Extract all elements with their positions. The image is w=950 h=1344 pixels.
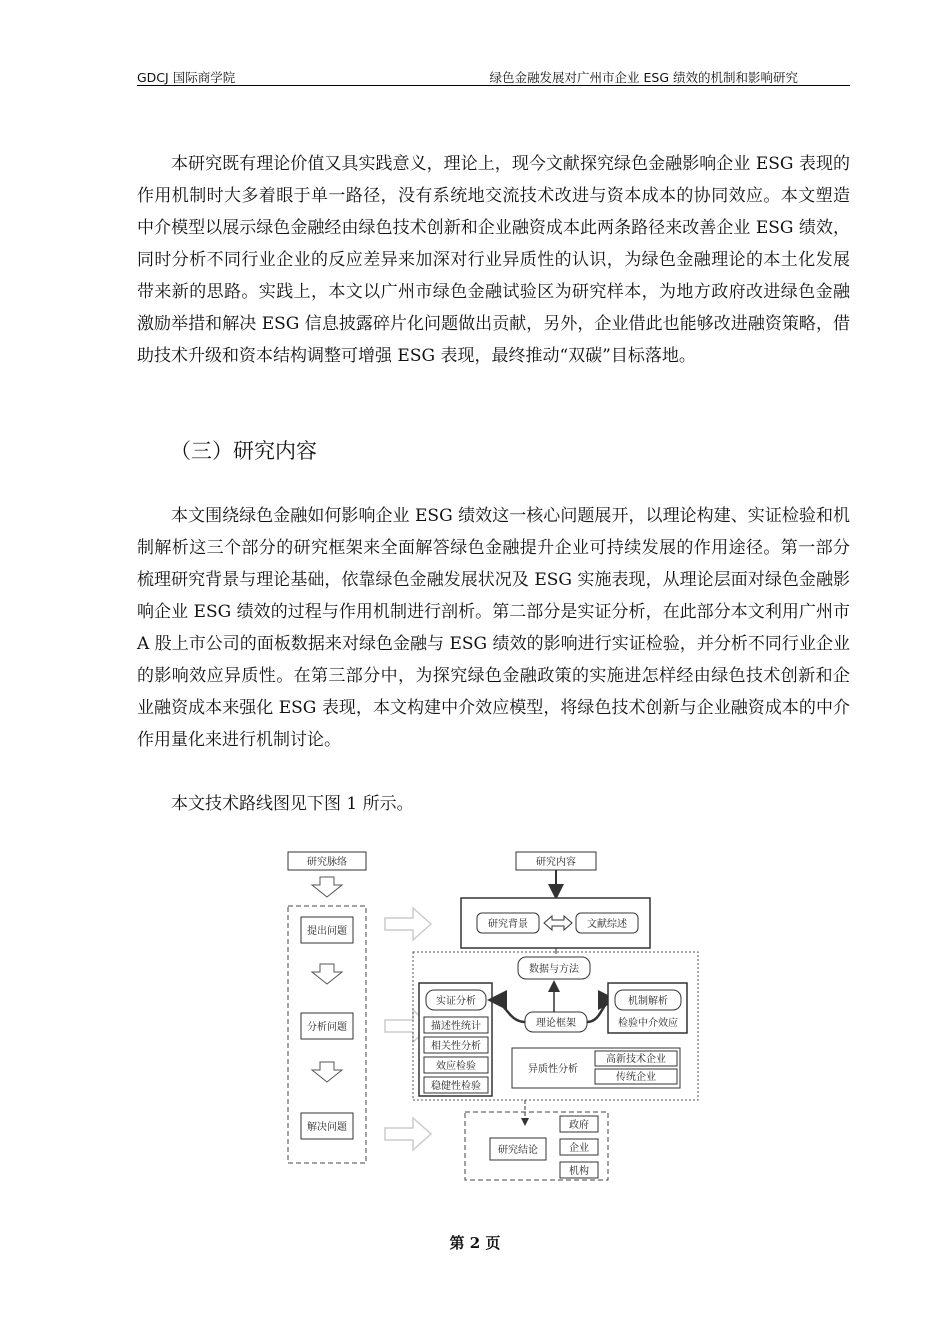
hetero-item: 高新技术企业 bbox=[606, 1054, 666, 1065]
mechanism-label: 机制解析 bbox=[628, 996, 668, 1007]
hetero-item: 传统企业 bbox=[616, 1072, 656, 1083]
empirical-label: 实证分析 bbox=[436, 996, 476, 1007]
conclusion-item: 企业 bbox=[569, 1143, 589, 1154]
down-arrow-icon bbox=[312, 964, 342, 984]
paragraph-content: 本文围绕绿色金融如何影响企业 ESG 绩效这一核心问题展开，以理论构建、实证检验和机制解析这三个部分的研究框架来全面解答绿色金融提升企业可持续发展的作用途径。第一部分梳理研究背景与理论基础，依靠绿色金融发展状况及 ESG 实施表现，从理论层面对绿色金融影响企业 ESG 绩效的过程与作用机制进行剖析。第二部分是实证分析，在此部分本文利用广州市 A 股上市公司的面板数据来对绿色金融与 ESG 绩效的影响进行实证检验，并分析不同行业企业的影响效应异质性。在第三部分中，为探究绿色金融政策的实施进怎样经由绿色技术创新和企业融资成本来强化 ESG 表现，本文构建中介效应模型，将绿色技术创新与企业融资成本的中介作用量化来进行机制讨论。 bbox=[137, 506, 850, 750]
background-label: 研究背景 bbox=[488, 919, 528, 930]
down-arrow-icon bbox=[312, 1062, 342, 1082]
paragraph-figure-ref: 本文技术路线图见下图 1 所示。 bbox=[171, 794, 414, 814]
left-title: 研究脉络 bbox=[307, 857, 347, 868]
theory-label: 理论框架 bbox=[536, 1018, 576, 1029]
empirical-item: 效应检验 bbox=[436, 1061, 476, 1072]
mechanism-item: 检验中介效应 bbox=[618, 1018, 678, 1029]
step-solve: 解决问题 bbox=[307, 1122, 347, 1133]
curved-arrow bbox=[492, 1000, 525, 1022]
empirical-item: 相关性分析 bbox=[431, 1041, 481, 1052]
step-raise: 提出问题 bbox=[307, 926, 347, 937]
down-arrow-icon bbox=[312, 877, 342, 897]
hetero-label: 异质性分析 bbox=[528, 1064, 578, 1075]
review-label: 文献综述 bbox=[587, 919, 627, 930]
empirical-item: 稳健性检验 bbox=[431, 1081, 481, 1092]
paragraph-significance: 本研究既有理论价值又具实践意义，理论上，现今文献探究绿色金融影响企业 ESG 表现的作用机制时大多着眼于单一路径，没有系统地交流技术改进与资本成本的协同效应。本文塑造中介模型以展示绿色金融经由绿色技术创新和企业融资成本此两条路径来改善企业 ESG 绩效，同时分析不同行业企业的反应差异来加深对行业异质性的认识，为绿色金融理论的本土化发展带来新的思路。实践上，本文以广州市绿色金融试验区为研究样本，为地方政府改进绿色金融激励举措和解决 ESG 信息披露碎片化问题做出贡献，另外，企业借此也能够改进融资策略，借助技术升级和资本结构调整可增强 ESG 表现，最终推动“双碳”目标落地。 bbox=[137, 154, 850, 366]
step-analyze: 分析问题 bbox=[307, 1022, 347, 1033]
header-left: GDCJ 国际商学院 bbox=[137, 70, 236, 85]
page-header bbox=[137, 68, 850, 86]
conclusion-item: 机构 bbox=[569, 1166, 589, 1177]
empirical-item: 描述性统计 bbox=[431, 1021, 481, 1032]
right-arrow-icon bbox=[385, 1118, 431, 1150]
data-method-label: 数据与方法 bbox=[529, 964, 579, 975]
section-heading: （三）研究内容 bbox=[170, 439, 317, 463]
header-right: 绿色金融发展对广州市企业 ESG 绩效的机制和影响研究 bbox=[489, 70, 798, 85]
conclusion-item: 政府 bbox=[569, 1120, 589, 1131]
technical-roadmap-diagram bbox=[270, 840, 720, 1200]
right-title: 研究内容 bbox=[536, 857, 576, 868]
conclusion-label: 研究结论 bbox=[498, 1145, 538, 1156]
right-arrow-icon bbox=[385, 908, 431, 940]
page-number: 第 2 页 bbox=[449, 1234, 501, 1252]
